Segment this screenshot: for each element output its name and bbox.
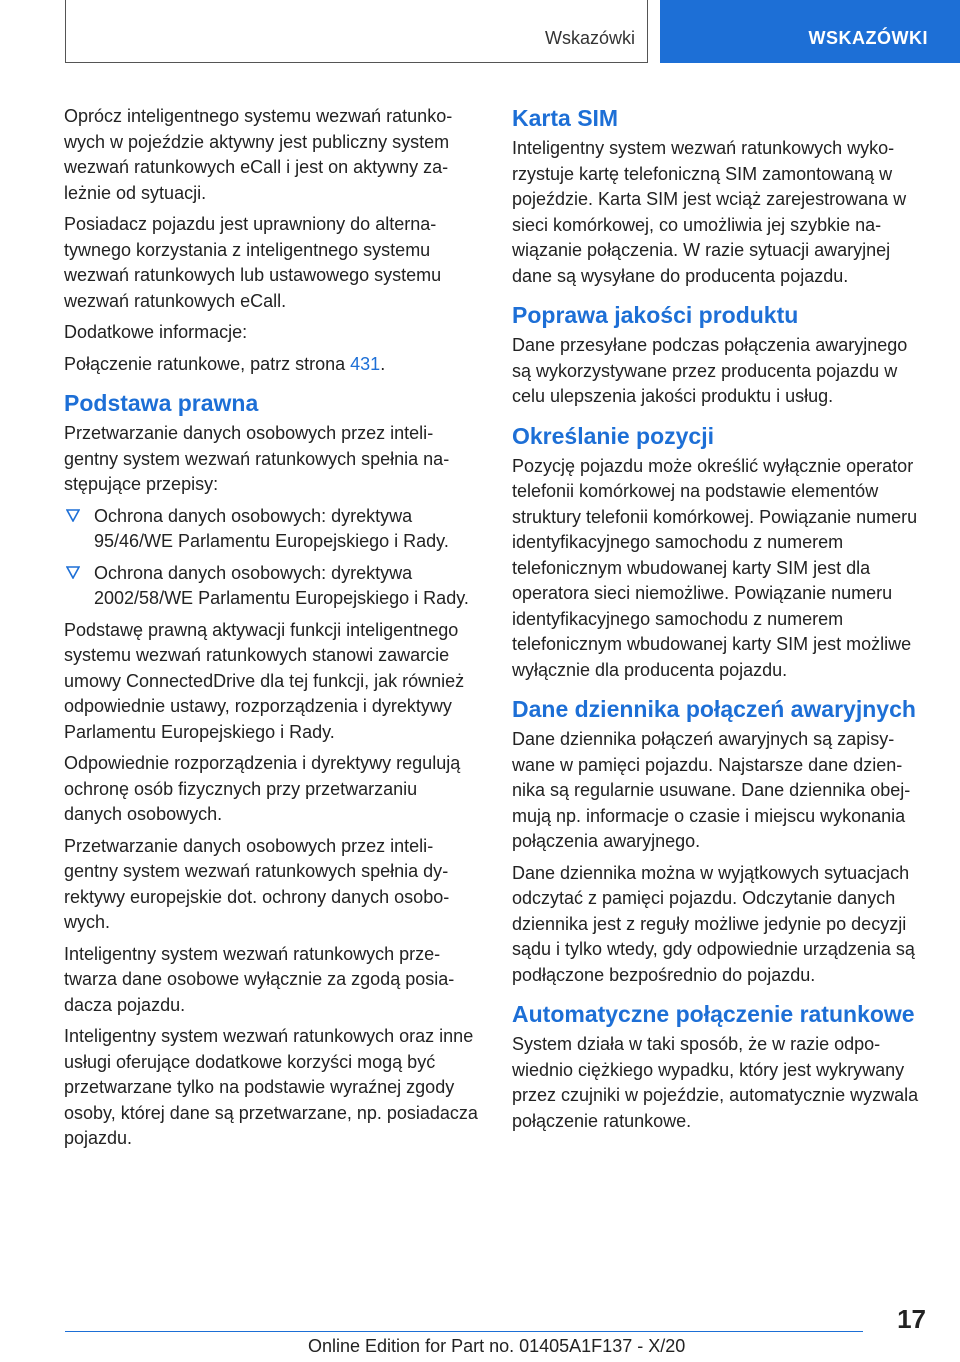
- left-column: [64, 104, 480, 1158]
- paragraph: Inteligentny system wezwań ratunkowych przetwarza dane osobowe wyłącznie za zgodą posiadacza pojazdu.: [64, 943, 455, 1015]
- header-box: [65, 0, 648, 63]
- paragraph: Podstawę prawną aktywacji funkcji inteligentnego systemu wezwań ratunkowych stanowi zawarcie umowy ConnectedDrive dla tej funkcji, jak również odpowiednie ustawy, rozporządzenia i dyrektywy Parlamentu Europejskiego i Rady.: [64, 619, 465, 742]
- paragraph: Posiadacz pojazdu jest uprawniony do alternatywnego korzystania z inteligentnego systemu wezwań ratunkowych lub ustawowego systemu wezwań ratunkowych eCall.: [64, 214, 442, 311]
- heading-poprawa-jakosci: Poprawa jakości produktu: [512, 302, 799, 328]
- right-column: [512, 104, 928, 1140]
- header-section-label: Wskazówki: [544, 28, 635, 48]
- paragraph: Dane dziennika połączeń awaryjnych są zapisywane w pamięci pojazdu. Najstarsze dane dziennika są regularnie usuwane. Dane dziennika obejmują np. informacje o czasie i miejscu wykonania połączenia awaryjnego.: [512, 729, 911, 851]
- page-link[interactable]: 431: [350, 353, 381, 374]
- paragraph: Inteligentny system wezwań ratunkowych wykorzystuje kartę telefoniczną SIM zamontowaną w pojeździe. Karta SIM jest wciąż zarejestrowana w sieci komórkowej, co umożliwia jej szybkie nawiązanie połączenia. W razie sytuacji awaryjnej dane są wysyłane do producenta pojazdu.: [512, 138, 907, 286]
- triangle-bullet-icon: [66, 508, 80, 522]
- paragraph: Przetwarzanie danych osobowych przez inteligentny system wezwań ratunkowych spełnia następujące przepisy:: [64, 423, 450, 494]
- heading-karta-sim: Karta SIM: [512, 105, 619, 131]
- paragraph: Odpowiednie rozporządzenia i dyrektywy regulują ochronę osób fizycznych przy przetwarzaniu danych osobowych.: [64, 753, 461, 824]
- paragraph: Pozycję pojazdu może określić wyłącznie operator telefonii komórkowej na podstawie elementów struktury telefonii komórkowej. Powiązanie numeru identyfikacyjnego samochodu z numerem telefonicznym wbudowanej karty SIM jest dla operatora sieci niemożliwe. Powiązanie numeru identyfikacyjnego samochodu z numerem telefonicznym wbudowanej karty SIM jest możliwe wyłącznie dla producenta pojazdu.: [512, 455, 918, 680]
- footer-divider: [65, 1331, 863, 1332]
- paragraph: Oprócz inteligentnego systemu wezwań ratunkowych w pojeździe aktywny jest publiczny system wezwań ratunkowych eCall i jest on aktywny zależnie od sytuacji.: [64, 106, 453, 203]
- triangle-bullet-icon: [66, 565, 80, 579]
- list-item-text: Ochrona danych osobowych: dyrektywa 95/46/WE Parlamentu Europejskiego i Rady.: [94, 505, 449, 551]
- list-item: [64, 561, 480, 612]
- list-item-text: Ochrona danych osobowych: dyrektywa 2002/58/WE Parlamentu Europejskiego i Rady.: [94, 562, 469, 608]
- header-tab: [660, 0, 960, 63]
- paragraph: Dane dziennika można w wyjątkowych sytuacjach odczytać z pamięci pojazdu. Odczytanie danych dziennika jest z reguły możliwe jedynie po decyzji sądu i tylko wtedy, gdy odpowiednie urządzenia są podłączone bezpośrednio do pojazdu.: [512, 862, 915, 985]
- text: .: [380, 353, 386, 374]
- paragraph: Przetwarzanie danych osobowych przez inteligentny system wezwań ratunkowych spełnia dyrektywy europejskie dot. ochrony danych osobowych.: [64, 835, 450, 932]
- bullet-list: [64, 504, 480, 612]
- paragraph: Dane przesyłane podczas połączenia awaryjnego są wykorzystywane przez producenta pojazdu w celu ulepszenia jakości produktu i usług.: [512, 335, 908, 406]
- list-item: [64, 504, 480, 555]
- heading-okreslanie-pozycji: Określanie pozycji: [512, 422, 714, 449]
- paragraph: Dodatkowe informacje:: [64, 322, 248, 342]
- heading-podstawa-prawna: Podstawa prawna: [64, 390, 259, 416]
- paragraph: Inteligentny system wezwań ratunkowych oraz inne usługi oferujące dodatkowe korzyści mogą być przetwarzane tylko na podstawie wyraźnej zgody osoby, której dane są przetwarzane, np. posiadacza pojazdu.: [64, 1026, 478, 1148]
- heading-automatyczne-polaczenie: Automatyczne połączenie ratunkowe: [512, 1001, 915, 1027]
- page-number: 17: [897, 1304, 926, 1334]
- text: Połączenie ratunkowe, patrz strona: [64, 353, 351, 374]
- header-tab-label: WSKAZÓWKI: [808, 28, 928, 48]
- paragraph-with-link: [64, 352, 480, 378]
- heading-dane-dziennika: Dane dziennika połączeń awaryjnych: [512, 696, 916, 722]
- paragraph: System działa w taki sposób, że w razie odpowiednio ciężkiego wypadku, który jest wykrywany przez czujniki w pojeździe, automatycznie wyzwala połączenie ratunkowe.: [512, 1034, 919, 1131]
- footer-edition: Online Edition for Part no. 01405A1F137 - X/20: [308, 1336, 686, 1356]
